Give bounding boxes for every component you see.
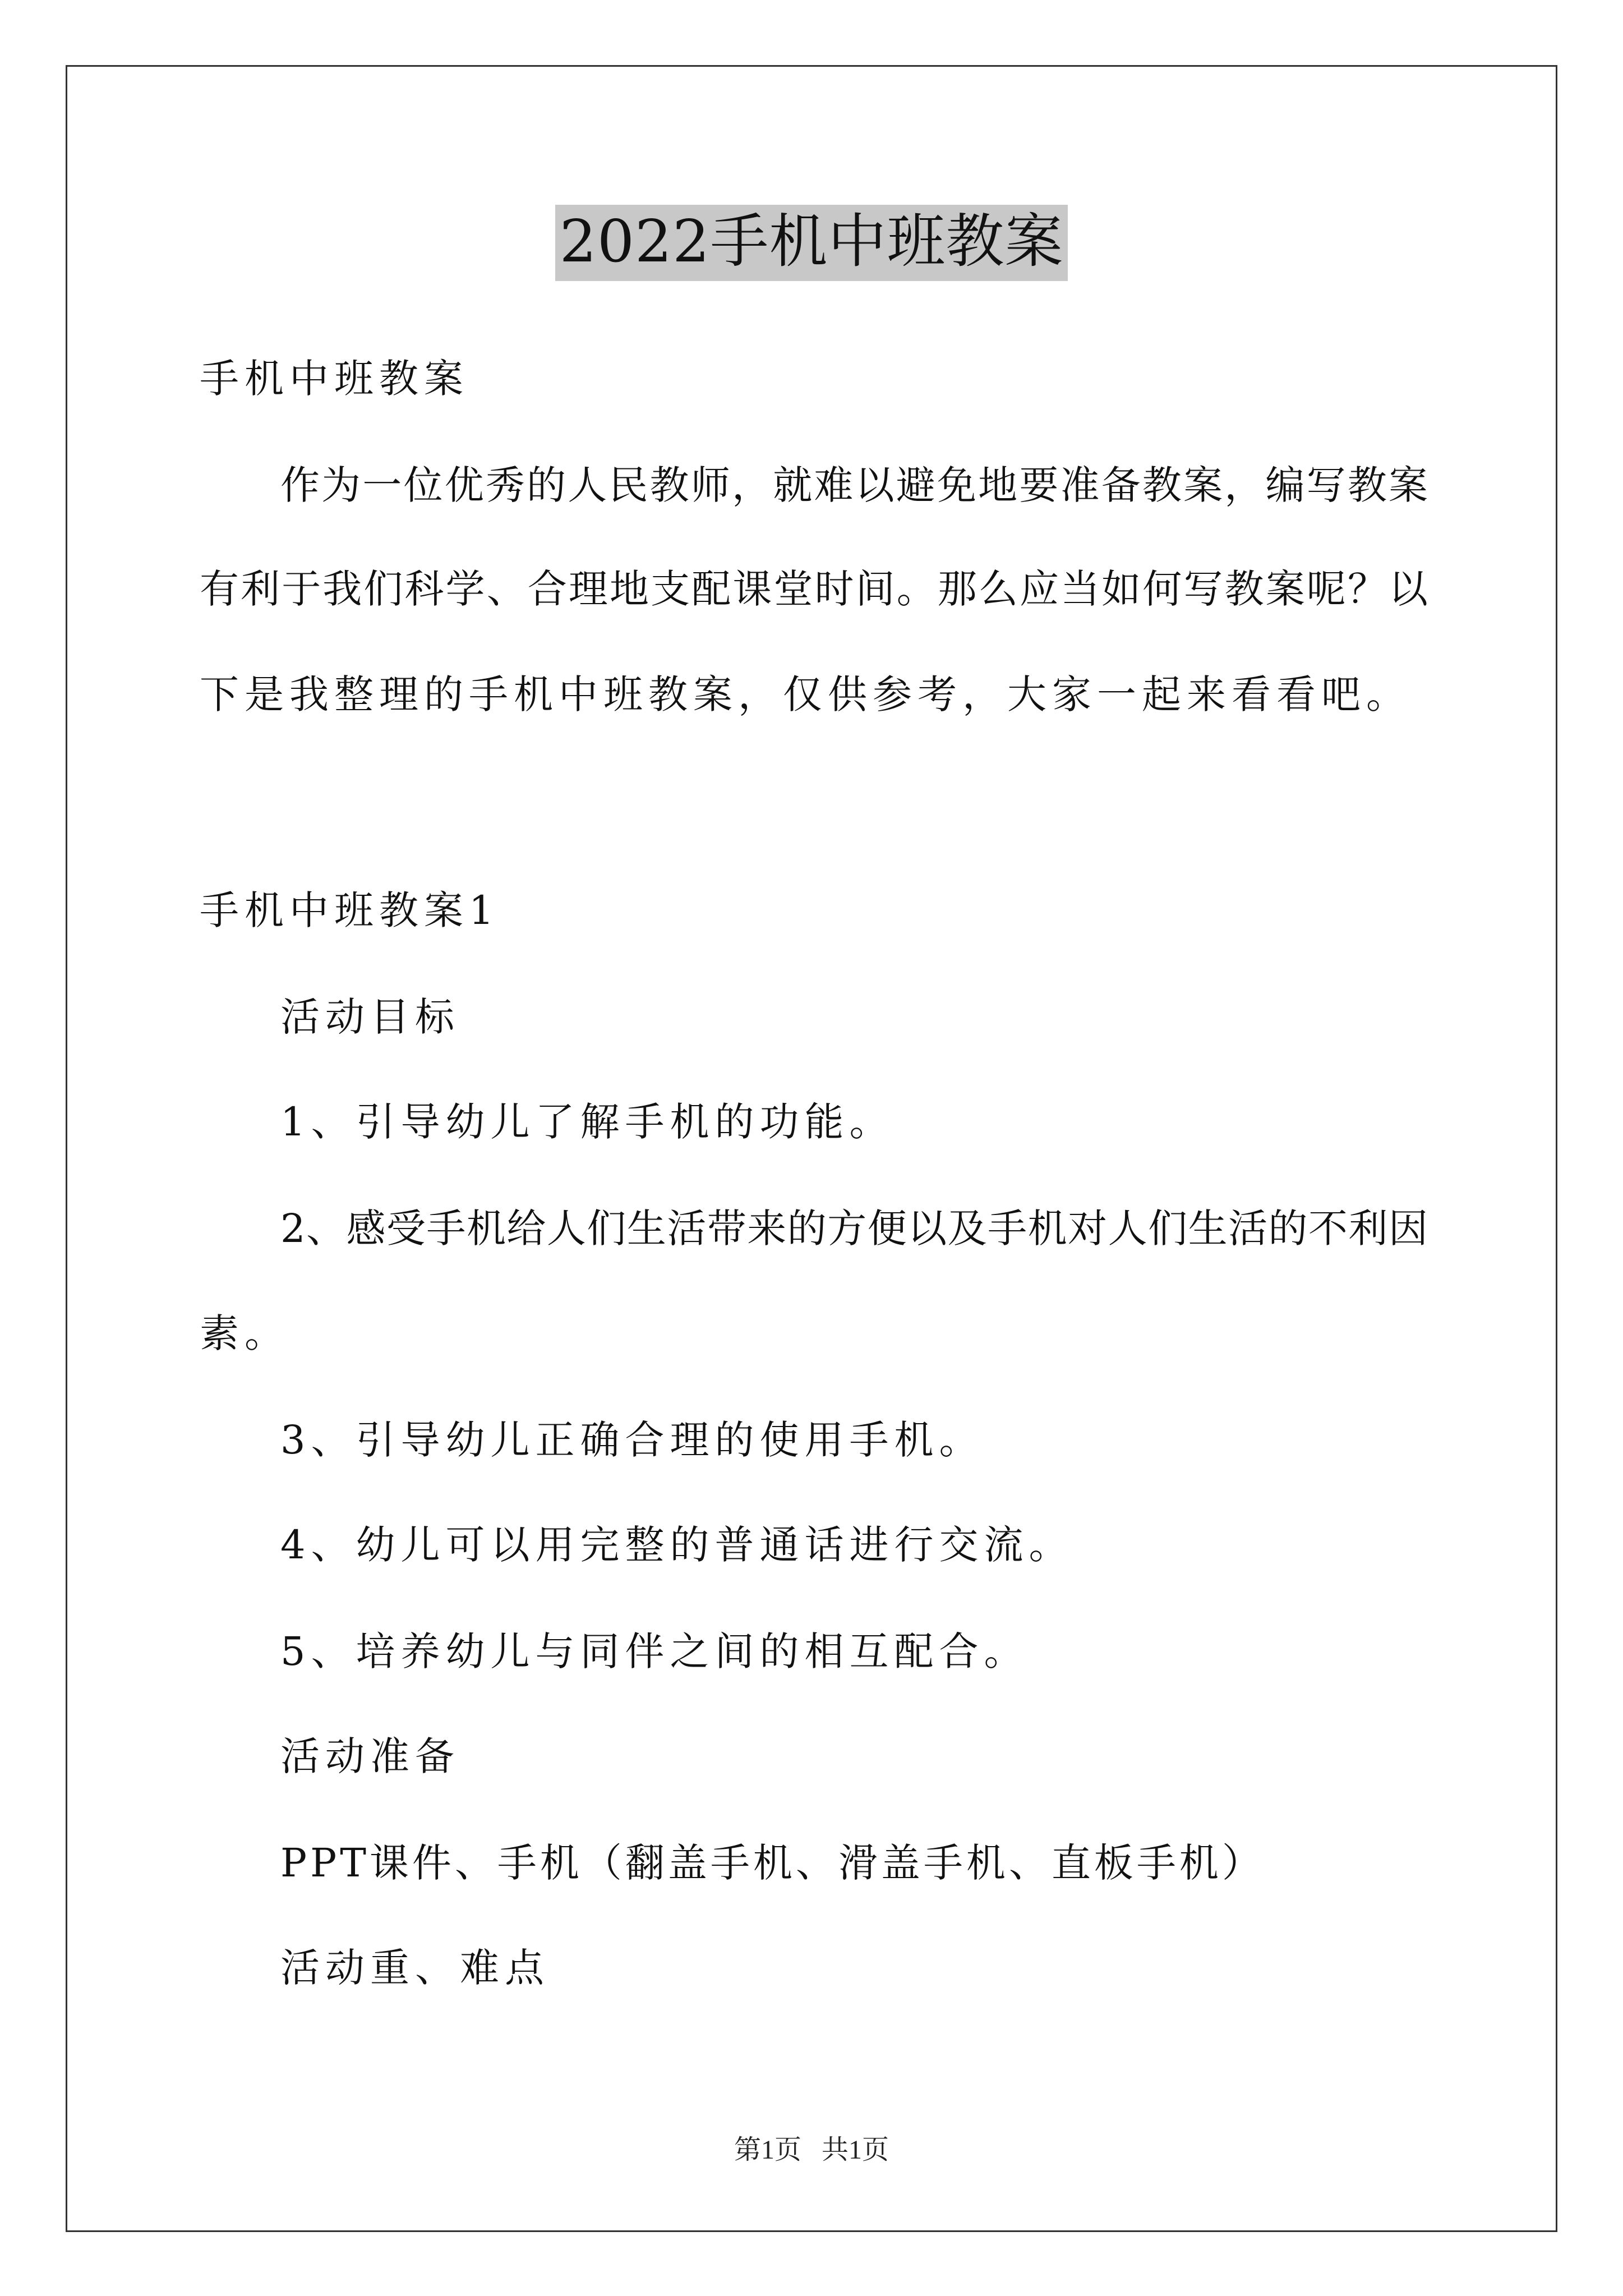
intro-line-1: 作为一位优秀的人民教师，就难以避免地要准备教案，编写教案 [280,462,1428,508]
goal-item-2-line-2: 素。 [200,1310,289,1356]
document-title [0,203,1623,279]
document-subtitle: 手机中班教案 [200,356,469,402]
intro-line-3: 下是我整理的手机中班教案，仅供参考，大家一起来看看吧。 [200,671,1411,717]
goal-item-2-line-1: 2、感受手机给人们生活带来的方便以及手机对人们生活的不利因 [280,1205,1428,1251]
intro-line-2: 有利于我们科学、合理地支配课堂时间。那么应当如何写教案呢？以 [200,566,1428,612]
document-title-text: 2022手机中班教案 [555,205,1068,281]
goal-item-1: 1、引导幼儿了解手机的功能。 [280,1099,895,1145]
section-heading: 手机中班教案1 [200,887,500,933]
key-points-heading: 活动重、难点 [280,1945,550,1991]
prep-text: PPT课件、手机（翻盖手机、滑盖手机、直板手机） [280,1840,1265,1886]
prep-heading: 活动准备 [280,1733,460,1779]
goal-item-4: 4、幼儿可以用完整的普通话进行交流。 [280,1522,1074,1568]
goal-item-5: 5、培养幼儿与同伴之间的相互配合。 [280,1628,1029,1674]
page-footer: 第1页 共1页 [734,2135,889,2165]
goals-heading: 活动目标 [280,994,460,1040]
goal-item-3: 3、引导幼儿正确合理的使用手机。 [280,1417,984,1463]
